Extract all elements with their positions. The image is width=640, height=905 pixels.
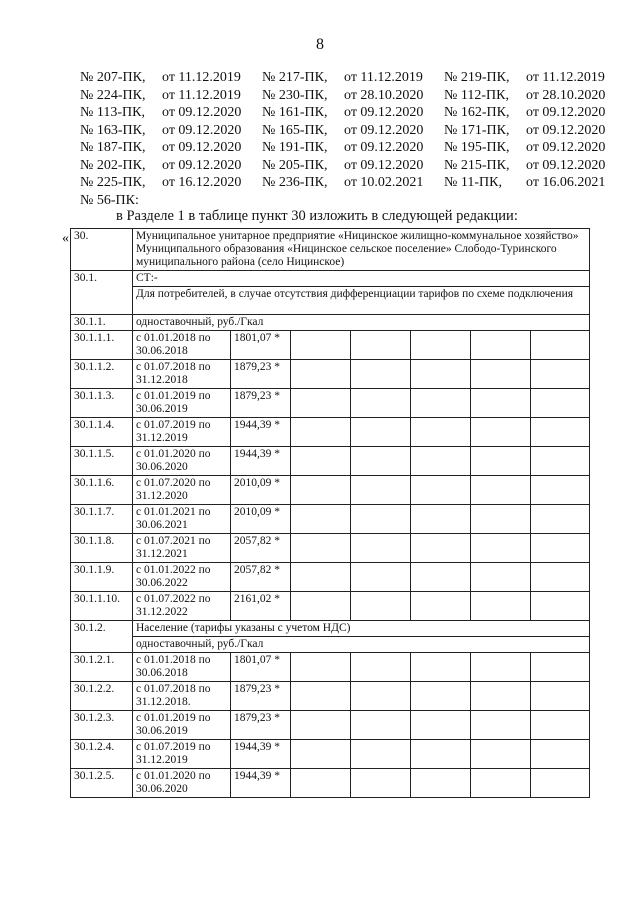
- empty-cell: [411, 682, 471, 711]
- empty-cell: [411, 476, 471, 505]
- reference-date: от 09.12.2020: [162, 105, 242, 120]
- empty-cell: [291, 682, 351, 711]
- period-cell: с 01.01.2019 по 30.06.2019: [133, 389, 231, 418]
- empty-cell: [471, 534, 531, 563]
- empty-cell: [291, 360, 351, 389]
- table-row: [71, 653, 590, 682]
- empty-cell: [411, 769, 471, 798]
- tariff-table: [70, 228, 590, 798]
- empty-cell: [531, 592, 590, 621]
- reference-date: от 09.12.2020: [526, 105, 606, 120]
- empty-cell: [291, 653, 351, 682]
- row-number: 30.: [71, 229, 133, 271]
- table-row: [71, 447, 590, 476]
- reference-number: № 195-ПК,: [444, 140, 510, 155]
- empty-cell: [531, 505, 590, 534]
- empty-cell: [351, 534, 411, 563]
- table-row-30: [71, 229, 590, 271]
- empty-cell: [471, 505, 531, 534]
- reference-number: № 11-ПК,: [444, 175, 502, 190]
- row-number: 30.1.2.5.: [71, 769, 133, 798]
- empty-cell: [411, 563, 471, 592]
- tariff-value: 1944,39 *: [231, 769, 291, 798]
- page-number: 8: [316, 36, 324, 53]
- table-row: [71, 711, 590, 740]
- reference-number: № 219-ПК,: [444, 70, 510, 85]
- table-row: [71, 476, 590, 505]
- empty-cell: [471, 418, 531, 447]
- empty-cell: [351, 418, 411, 447]
- open-quote: «: [62, 231, 69, 246]
- period-cell: с 01.01.2020 по 30.06.2020: [133, 447, 231, 476]
- reference-number: № 163-ПК,: [80, 122, 146, 138]
- reference-date: от 09.12.2020: [344, 122, 424, 138]
- row-number: 30.1.2.4.: [71, 740, 133, 769]
- reference-number: № 171-ПК,: [444, 122, 510, 138]
- reference-date: от 09.12.2020: [162, 140, 242, 155]
- rate-kind: одноставочный, руб./Гкал: [133, 637, 590, 653]
- period-cell: с 01.07.2019 по 31.12.2019: [133, 418, 231, 447]
- empty-cell: [291, 389, 351, 418]
- tariff-value: 1801,07 *: [231, 331, 291, 360]
- row-number: 30.1.2.3.: [71, 711, 133, 740]
- organization-name: Муниципальное унитарное предприятие «Ницинское жилищно-коммунальное хозяйство» Муниципального образования «Ницинское сельское поселение» Слободо-Туринского муниципального района (село Ницинское): [133, 229, 590, 271]
- reference-date: от 09.12.2020: [344, 140, 424, 155]
- empty-cell: [471, 563, 531, 592]
- empty-cell: [531, 447, 590, 476]
- period-cell: с 01.07.2020 по 31.12.2020: [133, 476, 231, 505]
- reference-date: от 16.12.2020: [162, 175, 242, 190]
- row-number: 30.1.1.: [71, 315, 133, 331]
- empty-cell: [351, 563, 411, 592]
- row-number: 30.1.1.3.: [71, 389, 133, 418]
- reference-date: от 09.12.2020: [162, 157, 242, 173]
- empty-cell: [471, 360, 531, 389]
- reference-number: № 191-ПК,: [262, 140, 328, 155]
- table-row: [71, 331, 590, 360]
- row-number: 30.1.1.2.: [71, 360, 133, 389]
- empty-cell: [531, 769, 590, 798]
- empty-cell: [291, 476, 351, 505]
- empty-cell: [531, 360, 590, 389]
- period-cell: с 01.01.2018 по 30.06.2018: [133, 653, 231, 682]
- empty-cell: [471, 389, 531, 418]
- empty-cell: [351, 711, 411, 740]
- resolution-references: [80, 69, 620, 209]
- table-row: [71, 682, 590, 711]
- reference-number: № 207-ПК,: [80, 70, 146, 85]
- tariff-value: 1879,23 *: [231, 682, 291, 711]
- reference-date: от 09.12.2020: [526, 122, 606, 138]
- row-number: 30.1.2.2.: [71, 682, 133, 711]
- period-cell: с 01.01.2018 по 30.06.2018: [133, 331, 231, 360]
- empty-cell: [291, 418, 351, 447]
- period-cell: с 01.01.2020 по 30.06.2020: [133, 769, 231, 798]
- period-cell: с 01.01.2019 по 30.06.2019: [133, 711, 231, 740]
- reference-number: № 202-ПК,: [80, 157, 146, 173]
- empty-cell: [351, 653, 411, 682]
- reference-date: от 09.12.2020: [344, 157, 424, 173]
- empty-cell: [531, 682, 590, 711]
- reference-date: от 28.10.2020: [344, 87, 424, 103]
- tariff-value: 1944,39 *: [231, 740, 291, 769]
- empty-cell: [411, 360, 471, 389]
- reference-number: № 113-ПК,: [80, 105, 145, 120]
- tariff-value: 2010,09 *: [231, 505, 291, 534]
- tariff-value: 2057,82 *: [231, 563, 291, 592]
- period-cell: с 01.07.2019 по 31.12.2019: [133, 740, 231, 769]
- tariff-value: 1944,39 *: [231, 418, 291, 447]
- row-number: 30.1.1.4.: [71, 418, 133, 447]
- row-number: 30.1.1.8.: [71, 534, 133, 563]
- empty-cell: [291, 534, 351, 563]
- empty-cell: [471, 331, 531, 360]
- tariff-value: 1879,23 *: [231, 360, 291, 389]
- empty-cell: [471, 769, 531, 798]
- table-row: [71, 769, 590, 798]
- empty-cell: [351, 360, 411, 389]
- empty-cell: [411, 653, 471, 682]
- empty-cell: [411, 389, 471, 418]
- empty-cell: [291, 331, 351, 360]
- empty-cell: [531, 389, 590, 418]
- reference-date: от 28.10.2020: [526, 87, 606, 103]
- empty-cell: [291, 769, 351, 798]
- reference-date: от 16.06.2021: [526, 175, 606, 190]
- empty-cell: [411, 418, 471, 447]
- reference-date: от 09.12.2020: [526, 157, 606, 173]
- reference-number: № 205-ПК,: [262, 157, 328, 173]
- tariff-value: 1944,39 *: [231, 447, 291, 476]
- reference-line: [80, 122, 620, 140]
- empty-cell: [291, 592, 351, 621]
- reference-line: [80, 139, 620, 157]
- empty-cell: [411, 447, 471, 476]
- reference-date: от 10.02.2021: [344, 175, 424, 190]
- empty-cell: [471, 476, 531, 505]
- reference-line: [80, 104, 620, 122]
- reference-number: № 162-ПК,: [444, 105, 510, 120]
- reference-number: № 230-ПК,: [262, 87, 328, 103]
- tariff-type: СТ:-: [133, 271, 590, 287]
- reference-date: от 09.12.2020: [162, 122, 242, 138]
- row-number: 30.1.1.10.: [71, 592, 133, 621]
- empty-cell: [351, 447, 411, 476]
- row-number: 30.1.1.5.: [71, 447, 133, 476]
- empty-cell: [291, 740, 351, 769]
- row-number: 30.1.1.1.: [71, 331, 133, 360]
- empty-cell: [351, 331, 411, 360]
- empty-cell: [351, 740, 411, 769]
- tariff-value: 1879,23 *: [231, 711, 291, 740]
- empty-cell: [531, 653, 590, 682]
- period-cell: с 01.07.2018 по 31.12.2018: [133, 360, 231, 389]
- tariff-value: 2161,02 *: [231, 592, 291, 621]
- empty-cell: [411, 711, 471, 740]
- reference-line: [80, 157, 620, 175]
- table-row-30-1-1: [71, 315, 590, 331]
- reference-line: [80, 87, 620, 105]
- empty-cell: [411, 505, 471, 534]
- table-row-30-1-desc: [71, 287, 590, 315]
- table-row: [71, 418, 590, 447]
- empty-cell: [531, 418, 590, 447]
- empty-cell: [531, 740, 590, 769]
- empty-cell: [351, 505, 411, 534]
- row-number: 30.1.1.7.: [71, 505, 133, 534]
- empty-cell: [351, 476, 411, 505]
- reference-line: [80, 69, 620, 87]
- empty-cell: [471, 592, 531, 621]
- reference-number: № 224-ПК,: [80, 87, 146, 103]
- rate-kind: одноставочный, руб./Гкал: [133, 315, 590, 331]
- empty-cell: [531, 711, 590, 740]
- empty-cell: [411, 740, 471, 769]
- reference-date: от 09.12.2020: [344, 105, 424, 120]
- table-row: [71, 360, 590, 389]
- row-number: 30.1.: [71, 271, 133, 315]
- table-row: [71, 740, 590, 769]
- row-number: 30.1.2.: [71, 621, 133, 653]
- table-row: [71, 505, 590, 534]
- period-cell: с 01.07.2018 по 31.12.2018.: [133, 682, 231, 711]
- empty-cell: [411, 534, 471, 563]
- table-row-30-1-2: [71, 621, 590, 637]
- reference-date: от 11.12.2019: [344, 70, 423, 85]
- empty-cell: [351, 592, 411, 621]
- intro-sentence: в Разделе 1 в таблице пункт 30 изложить в следующей редакции:: [116, 208, 518, 224]
- empty-cell: [411, 592, 471, 621]
- reference-date: от 11.12.2019: [162, 70, 241, 85]
- empty-cell: [471, 682, 531, 711]
- table-row-30-1-2-sub: [71, 637, 590, 653]
- empty-cell: [291, 447, 351, 476]
- empty-cell: [471, 711, 531, 740]
- empty-cell: [351, 769, 411, 798]
- reference-number: № 161-ПК,: [262, 105, 328, 120]
- empty-cell: [291, 711, 351, 740]
- reference-number: № 112-ПК,: [444, 87, 509, 103]
- period-cell: с 01.07.2021 по 31.12.2021: [133, 534, 231, 563]
- tariff-value: 1879,23 *: [231, 389, 291, 418]
- reference-number: № 165-ПК,: [262, 122, 328, 138]
- reference-date: от 09.12.2020: [526, 140, 606, 155]
- empty-cell: [291, 563, 351, 592]
- reference-number: № 217-ПК,: [262, 70, 328, 85]
- empty-cell: [411, 331, 471, 360]
- row-number: 30.1.2.1.: [71, 653, 133, 682]
- empty-cell: [351, 682, 411, 711]
- table-row: [71, 592, 590, 621]
- empty-cell: [471, 740, 531, 769]
- reference-last: № 56-ПК:: [80, 192, 139, 208]
- reference-number: № 225-ПК,: [80, 175, 146, 190]
- table-row: [71, 389, 590, 418]
- tariff-value: 2010,09 *: [231, 476, 291, 505]
- empty-cell: [531, 534, 590, 563]
- reference-number: № 215-ПК,: [444, 157, 510, 173]
- table-row: [71, 563, 590, 592]
- reference-number: № 187-ПК,: [80, 140, 146, 155]
- consumer-description: Для потребителей, в случае отсутствия дифференциации тарифов по схеме подключения: [133, 287, 590, 315]
- empty-cell: [351, 389, 411, 418]
- population-label: Население (тарифы указаны с учетом НДС): [133, 621, 590, 637]
- table-row: [71, 534, 590, 563]
- tariff-value: 2057,82 *: [231, 534, 291, 563]
- period-cell: с 01.07.2022 по 31.12.2022: [133, 592, 231, 621]
- empty-cell: [471, 653, 531, 682]
- empty-cell: [291, 505, 351, 534]
- empty-cell: [531, 331, 590, 360]
- row-number: 30.1.1.9.: [71, 563, 133, 592]
- tariff-value: 1801,07 *: [231, 653, 291, 682]
- period-cell: с 01.01.2022 по 30.06.2022: [133, 563, 231, 592]
- reference-date: от 11.12.2019: [526, 70, 605, 85]
- empty-cell: [531, 563, 590, 592]
- period-cell: с 01.01.2021 по 30.06.2021: [133, 505, 231, 534]
- reference-line: [80, 174, 620, 192]
- reference-date: от 11.12.2019: [162, 87, 241, 103]
- empty-cell: [531, 476, 590, 505]
- empty-cell: [471, 447, 531, 476]
- table-row-30-1: [71, 271, 590, 287]
- row-number: 30.1.1.6.: [71, 476, 133, 505]
- reference-number: № 236-ПК,: [262, 175, 328, 190]
